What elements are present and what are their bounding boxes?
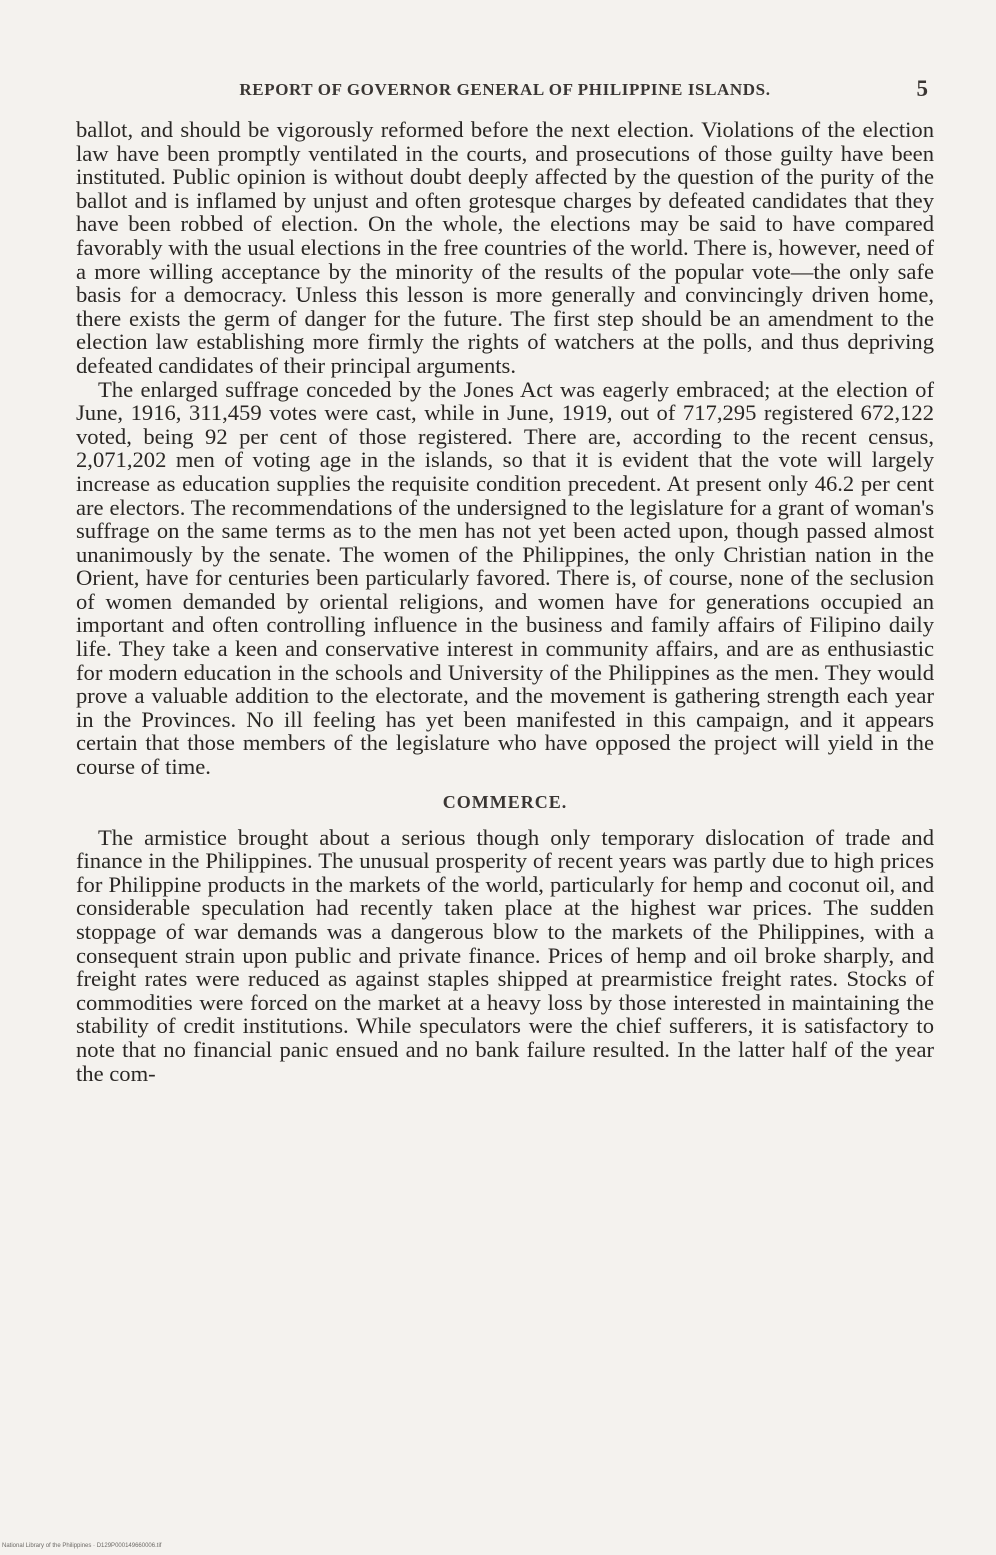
paragraph-commerce: The armistice brought about a serious though only temporary dislocation of trade and finance in the Philippines. The unusual prosperity of recent years was partly due to high prices for Philippine products in the markets of the world, particularly for hemp and coconut oil, and considerable speculation had recently taken place at the highest war prices. The sudden stoppage of war demands was a dangerous blow to the markets of the Philippines, with a consequent strain upon public and private finance. Prices of hemp and oil broke sharply, and freight rates were reduced as against staples shipped at prearmistice freight rates. Stocks of commodities were forced on the market at a heavy loss by those interested in maintaining the stability of credit institutions. While speculators were the chief sufferers, it is satisfactory to note that no financial panic ensued and no bank failure resulted. In the latter half of the year the com- [76,824,934,1086]
section-heading-commerce: COMMERCE. [442,791,568,812]
paragraph-suffrage: The enlarged suffrage conceded by the Jones Act was eagerly embraced; at the election of June, 1916, 311,459 votes were cast, while in June, 1919, out of 717,295 registered 672,122 voted, being 92 per cent of those registered. There are, according to the recent census, 2,071,202 men of voting age in the islands, so that it is evident that the vote will largely increase as education supplies the requisite condition precedent. At present only 46.2 per cent are electors. The recommendations of the undersigned to the legislature for a grant of woman's suffrage on the same terms as to the men has not yet been acted upon, though passed almost unanimously by the senate. The women of the Philippines, the only Christian nation in the Orient, have for centuries been particularly favored. There is, of course, none of the seclusion of women demanded by oriental religions, and women have for generations occupied an important and often controlling influence in the business and family affairs of Filipino daily life. They take a keen and conservative interest in community affairs, and are as enthusiastic for modern education in the schools and University of the Philippines as the men. They would prove a valuable addition to the electorate, and the movement is gathering strength each year in the Provinces. No ill feeling has yet been manifested in this campaign, and it appears certain that those members of the legislature who have opposed the project will yield in the course of time. [76,376,934,780]
paragraph-election-reform: ballot, and should be vigorously reformed before the next election. Violations of the election law have been promptly ventilated in the courts, and prosecutions of those guilty have been instituted. Public opinion is without doubt deeply affected by the question of the purity of the ballot and is inflamed by unjust and often grotesque charges by defeated candidates that they have been robbed of election. On the whole, the elections may be said to have compared favorably with the usual elections in the free countries of the world. There is, however, need of a more willing acceptance by the minority of the results of the popular vote—the only safe basis for a democracy. Unless this lesson is more generally and convincingly driven home, there exists the germ of danger for the future. The first step should be an amendment to the election law establishing more firmly the rights of watchers at the polls, and thus depriving defeated candidates of their principal arguments. [76,117,934,378]
page-header [76,76,934,106]
scan-credit-footer: National Library of the Philippines · D129P000149660006.tif [2,1543,162,1549]
page-number: 5 [916,76,928,101]
running-head: REPORT OF GOVERNOR GENERAL OF PHILIPPINE ISLANDS. [239,80,771,99]
body-text [76,118,934,1085]
